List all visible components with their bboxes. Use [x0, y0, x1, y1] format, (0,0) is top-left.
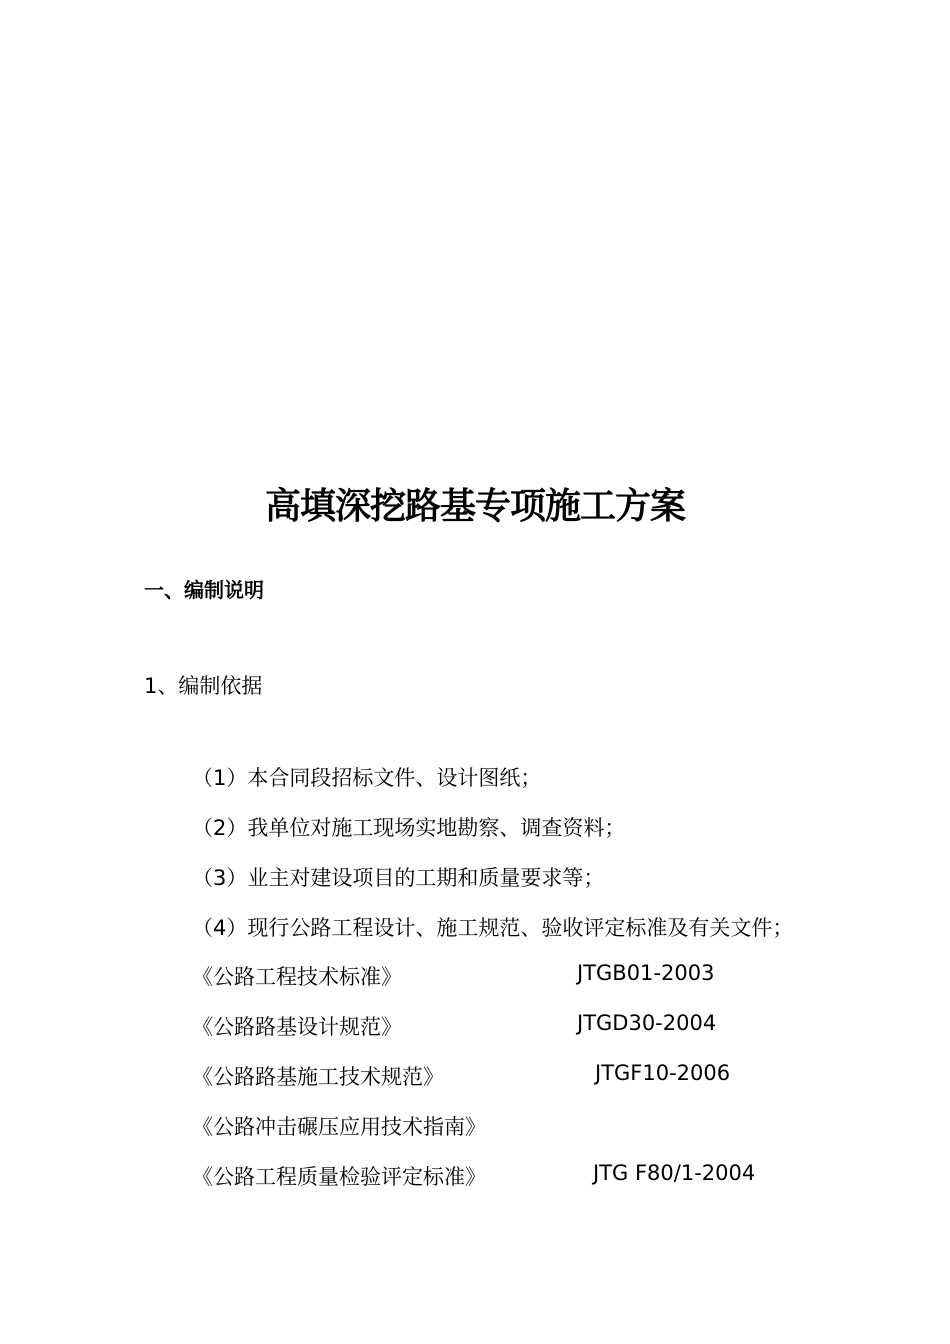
basis-item-1: （1）本合同段招标文件、设计图纸； [192, 766, 542, 790]
basis-item-3: （3）业主对建设项目的工期和质量要求等； [192, 866, 605, 890]
basis-item-2: （2）我单位对施工现场实地勘察、调查资料； [192, 816, 626, 840]
standard-code: JTGD30-2004 [577, 1011, 717, 1035]
standard-name: 《公路工程质量检验评定标准》 [192, 1165, 486, 1189]
standard-name: 《公路冲击碾压应用技术指南》 [192, 1115, 486, 1139]
standard-code: JTGF10-2006 [595, 1061, 731, 1085]
standard-name: 《公路路基设计规范》 [192, 1015, 402, 1039]
basis-item-4: （4）现行公路工程设计、施工规范、验收评定标准及有关文件； [192, 916, 794, 940]
standard-name: 《公路工程技术标准》 [192, 965, 402, 989]
standard-name: 《公路路基施工技术规范》 [192, 1065, 444, 1089]
section-heading: 一、编制说明 [144, 578, 264, 602]
standard-code: JTG F80/1-2004 [593, 1161, 756, 1185]
standard-code: JTGB01-2003 [577, 961, 715, 985]
subsection-heading: 1、编制依据 [144, 674, 263, 698]
document-title: 高填深挖路基专项施工方案 [264, 486, 685, 527]
